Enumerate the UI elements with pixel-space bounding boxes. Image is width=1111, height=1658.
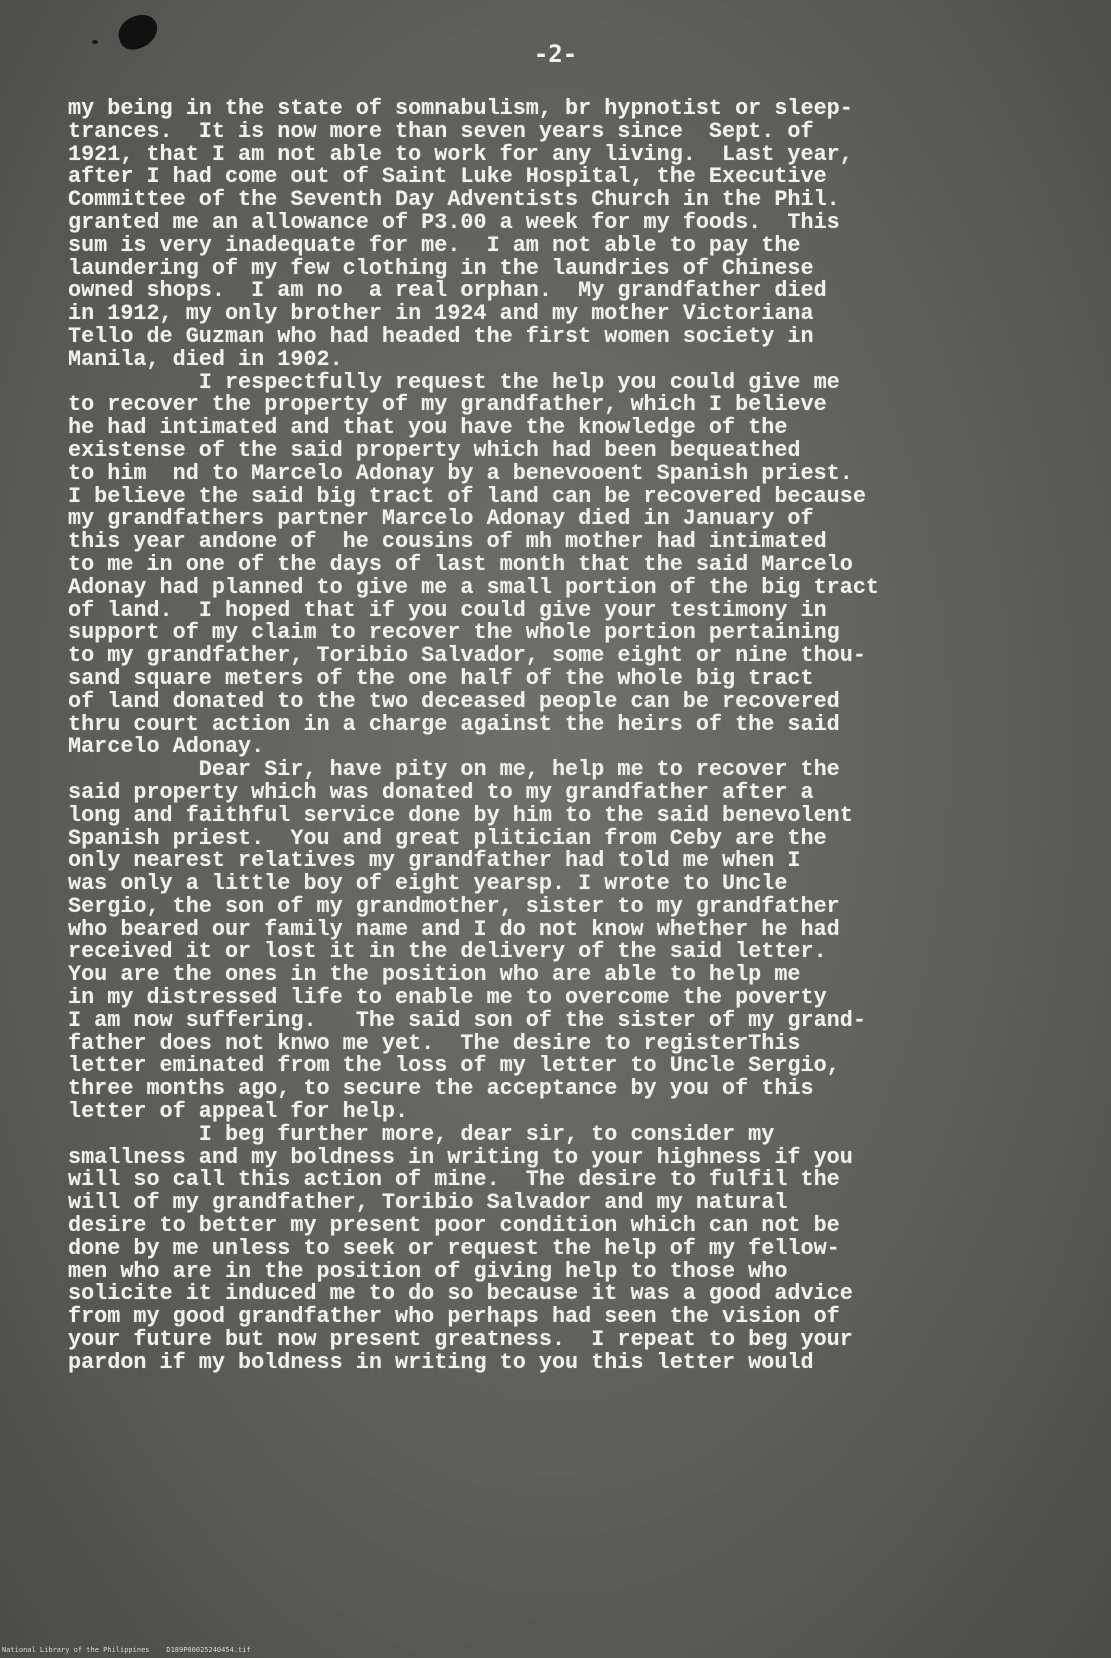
- text-line: letter eminated from the loss of my letter to Uncle Sergio,: [68, 1053, 840, 1079]
- text-line: your future but now present greatness. I repeat to beg your: [68, 1327, 853, 1353]
- text-line: trances. It is now more than seven years since Sept. of: [68, 118, 814, 144]
- text-line: Spanish priest. You and great plitician from Ceby are the: [68, 825, 827, 851]
- text-line: I beg further more, dear sir, to consider my: [68, 1121, 775, 1147]
- text-line: granted me an allowance of P3.00 a week for my foods. This: [68, 209, 840, 235]
- scan-footer: National Library of the Philippines D189P00025240454.tif: [2, 1646, 251, 1654]
- text-line: my grandfathers partner Marcelo Adonay died in January of: [68, 506, 814, 532]
- text-line: Tello de Guzman who had headed the first women society in: [68, 323, 814, 349]
- text-line: sum is very inadequate for me. I am not able to pay the: [68, 232, 801, 258]
- text-line: after I had come out of Saint Luke Hospital, the Executive: [68, 164, 827, 190]
- text-line: will so call this action of mine. The desire to fulfil the: [68, 1167, 840, 1193]
- text-line: Committee of the Seventh Day Adventists Church in the Phil.: [68, 187, 840, 213]
- text-line: smallness and my boldness in writing to your highness if you: [68, 1144, 853, 1170]
- text-line: in 1912, my only brother in 1924 and my mother Victoriana: [68, 301, 814, 327]
- text-line: to me in one of the days of last month that the said Marcelo: [68, 551, 853, 577]
- text-line: thru court action in a charge against the heirs of the said: [68, 711, 840, 737]
- text-line: long and faithful service done by him to the said benevolent: [68, 802, 853, 828]
- text-line: from my good grandfather who perhaps had seen the vision of: [68, 1304, 840, 1330]
- text-line: my being in the state of somnabulism, br hypnotist or sleep-: [68, 96, 853, 121]
- text-line: done by me unless to seek or request the help of my fellow-: [68, 1235, 840, 1261]
- text-line: Marcelo Adonay.: [68, 734, 265, 760]
- text-line: will of my grandfather, Toribio Salvador and my natural: [68, 1190, 788, 1216]
- text-line: only nearest relatives my grandfather had told me when I: [68, 848, 801, 874]
- text-line: You are the ones in the position who are able to help me: [68, 962, 801, 988]
- text-line: letter of appeal for help.: [68, 1099, 409, 1125]
- text-line: Dear Sir, have pity on me, help me to recover the: [68, 757, 840, 783]
- text-line: who beared our family name and I do not know whether he had: [68, 916, 840, 942]
- text-line: owned shops. I am no a real orphan. My grandfather died: [68, 278, 827, 304]
- letter-body: [68, 98, 1108, 1375]
- text-line: Sergio, the son of my grandmother, sister to my grandfather: [68, 893, 840, 919]
- text-line: he had intimated and that you have the knowledge of the: [68, 415, 788, 441]
- text-line: laundering of my few clothing in the laundries of Chinese: [68, 255, 814, 281]
- text-line: support of my claim to recover the whole portion pertaining: [68, 620, 840, 646]
- text-line: in my distressed life to enable me to overcome the poverty: [68, 985, 827, 1011]
- text-line: existense of the said property which had been bequeathed: [68, 437, 801, 463]
- text-line: I respectfully request the help you could give me: [68, 369, 840, 395]
- text-line: solicite it induced me to do so because it was a good advice: [68, 1281, 853, 1307]
- page-number: -2-: [533, 40, 578, 68]
- text-line: said property which was donated to my grandfather after a: [68, 779, 814, 805]
- text-line: to recover the property of my grandfather, which I believe: [68, 392, 827, 418]
- text-line: I believe the said big tract of land can be recovered because: [68, 483, 866, 509]
- text-line: men who are in the position of giving help to those who: [68, 1258, 788, 1284]
- text-line: received it or lost it in the delivery of the said letter.: [68, 939, 827, 965]
- text-line: three months ago, to secure the acceptance by you of this: [68, 1076, 814, 1102]
- text-line: father does not knwo me yet. The desire to registerThis: [68, 1030, 801, 1056]
- text-line: sand square meters of the one half of the whole big tract: [68, 665, 814, 691]
- text-line: pardon if my boldness in writing to you this letter would: [68, 1349, 814, 1375]
- text-line: of land donated to the two deceased people can be recovered: [68, 688, 840, 714]
- text-line: Adonay had planned to give me a small portion of the big tract: [68, 574, 879, 600]
- text-line: to my grandfather, Toribio Salvador, some eight or nine thou-: [68, 643, 866, 669]
- text-line: this year andone of he cousins of mh mother had intimated: [68, 529, 827, 555]
- text-line: 1921, that I am not able to work for any living. Last year,: [68, 141, 853, 167]
- text-line: to him nd to Marcelo Adonay by a benevooent Spanish priest.: [68, 460, 853, 486]
- text-line: Manila, died in 1902.: [68, 346, 343, 372]
- text-line: I am now suffering. The said son of the sister of my grand-: [68, 1007, 866, 1033]
- text-line: was only a little boy of eight yearsp. I wrote to Uncle: [68, 871, 788, 897]
- text-line: desire to better my present poor condition which can not be: [68, 1213, 840, 1239]
- text-line: of land. I hoped that if you could give your testimony in: [68, 597, 827, 623]
